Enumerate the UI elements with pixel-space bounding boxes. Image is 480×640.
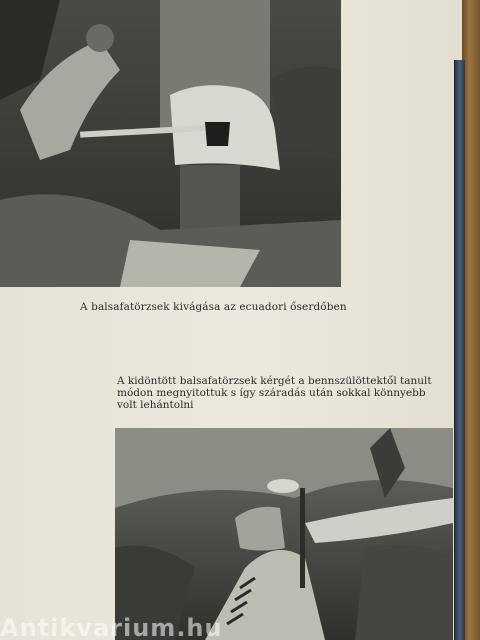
caption-bottom-line: módon megnyitottuk s így száradás után sokkal könnyebb — [117, 387, 426, 399]
watermark: Antikvarium.hu — [0, 614, 223, 640]
caption-bottom-line: volt lehántolni — [117, 399, 194, 411]
caption-bottom — [117, 375, 457, 411]
photo-felling-balsa-trees — [0, 0, 341, 287]
caption-bottom-line: A kidöntött balsafatörzsek kérgét a bennszülöttektől tanult — [117, 375, 432, 387]
book-spine — [454, 60, 465, 640]
photo-stripping-bark — [115, 428, 453, 640]
caption-top: A balsafatörzsek kivágása az ecuadori őserdőben — [80, 301, 347, 313]
